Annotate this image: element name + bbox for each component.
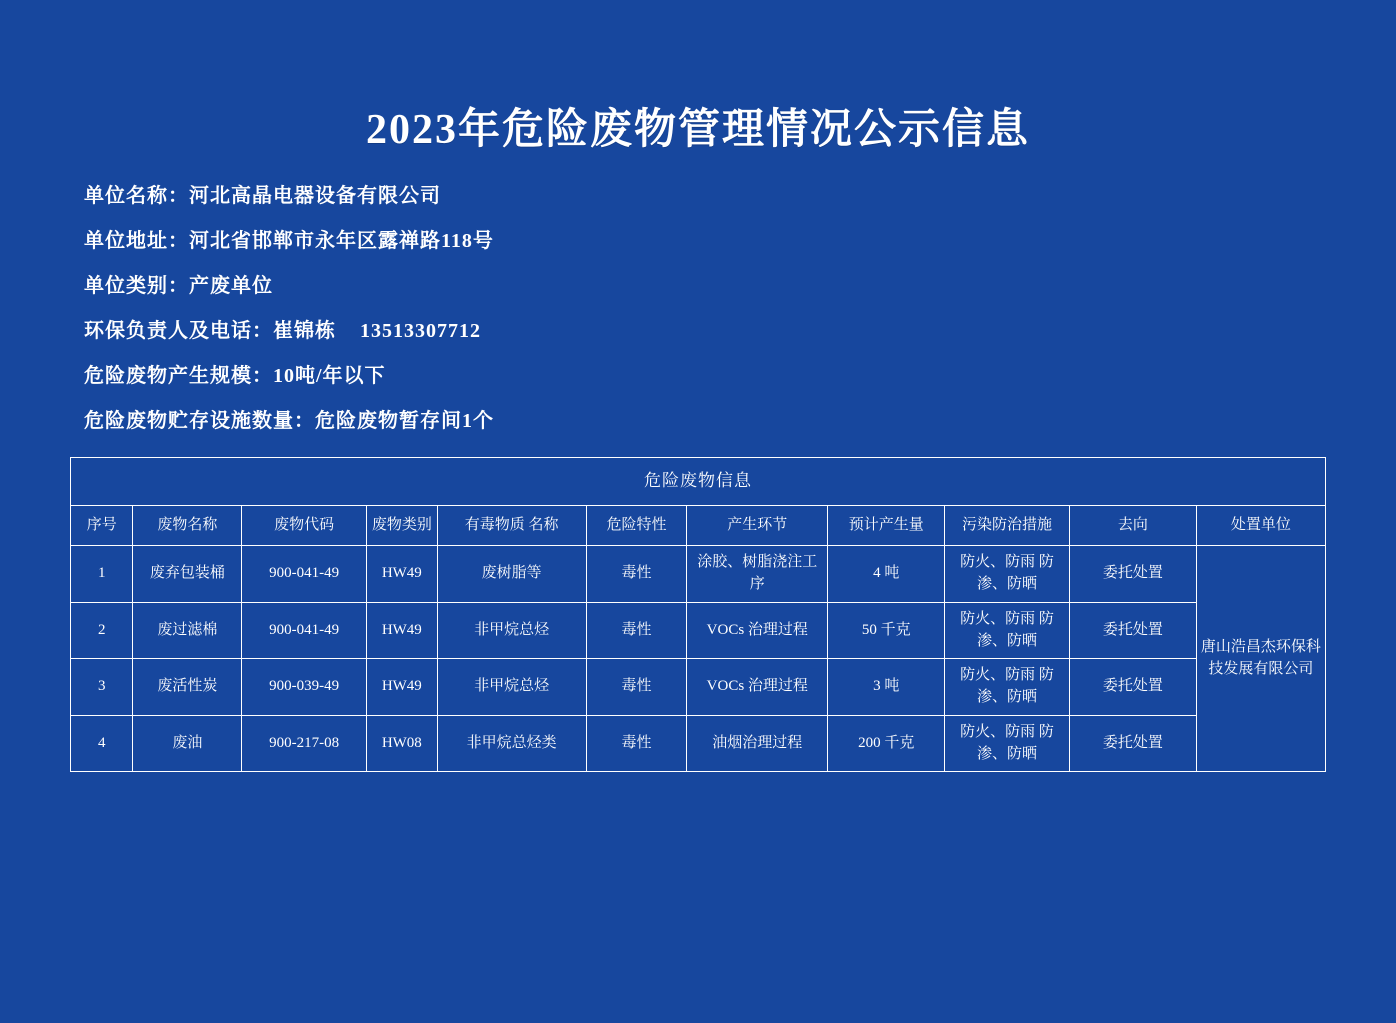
cell-hazard-property: 毒性 [586,602,687,659]
table-row [71,602,1326,659]
header-generation-stage: 产生环节 [687,505,828,546]
company-info-list [70,186,1326,431]
cell-generation-stage: 油烟治理过程 [687,715,828,772]
header-waste-category: 废物类别 [367,505,437,546]
table-row [71,715,1326,772]
cell-waste-name: 废油 [133,715,242,772]
header-waste-name: 废物名称 [133,505,242,546]
cell-waste-category: HW49 [367,659,437,716]
cell-generation-stage: 涂胶、树脂浇注工序 [687,546,828,603]
cell-waste-category: HW49 [367,546,437,603]
cell-destination: 委托处置 [1069,659,1196,716]
info-company-category: 单位类别：产废单位 [84,275,273,297]
info-environment-officer: 环保负责人及电话：崔锦栋 13513307712 [84,320,481,342]
cell-control-measures: 防火、防雨 防渗、防晒 [945,715,1070,772]
table-banner-row [71,458,1326,506]
header-destination: 去向 [1069,505,1196,546]
table-banner: 危险废物信息 [71,458,1326,506]
table-row [71,546,1326,603]
cell-waste-code: 900-041-49 [242,546,367,603]
cell-destination: 委托处置 [1069,546,1196,603]
cell-toxic-substance: 非甲烷总烃 [437,602,586,659]
cell-control-measures: 防火、防雨 防渗、防晒 [945,659,1070,716]
cell-toxic-substance: 非甲烷总烃类 [437,715,586,772]
cell-no: 3 [71,659,133,716]
cell-destination: 委托处置 [1069,715,1196,772]
cell-waste-category: HW49 [367,602,437,659]
info-company-name: 单位名称：河北高晶电器设备有限公司 [84,185,441,207]
cell-generation-stage: VOCs 治理过程 [687,659,828,716]
info-waste-scale: 危险废物产生规模：10吨/年以下 [84,365,386,387]
header-disposal-unit: 处置单位 [1196,505,1325,546]
cell-toxic-substance: 非甲烷总烃 [437,659,586,716]
cell-control-measures: 防火、防雨 防渗、防晒 [945,546,1070,603]
cell-generation-stage: VOCs 治理过程 [687,602,828,659]
cell-estimated-amount: 3 吨 [828,659,945,716]
info-storage-facility-count: 危险废物贮存设施数量：危险废物暂存间1个 [84,410,494,432]
cell-waste-name: 废过滤棉 [133,602,242,659]
cell-waste-code: 900-217-08 [242,715,367,772]
document-page [0,96,1396,1023]
cell-destination: 委托处置 [1069,602,1196,659]
header-waste-code: 废物代码 [242,505,367,546]
cell-waste-name: 废活性炭 [133,659,242,716]
cell-hazard-property: 毒性 [586,546,687,603]
cell-waste-code: 900-039-49 [242,659,367,716]
cell-no: 2 [71,602,133,659]
cell-no: 1 [71,546,133,603]
header-estimated-amount: 预计产生量 [828,505,945,546]
cell-estimated-amount: 200 千克 [828,715,945,772]
header-control-measures: 污染防治措施 [945,505,1070,546]
cell-estimated-amount: 50 千克 [828,602,945,659]
cell-toxic-substance: 废树脂等 [437,546,586,603]
page-title: 2023年危险废物管理情况公示信息 [365,107,1030,153]
cell-estimated-amount: 4 吨 [828,546,945,603]
cell-waste-name: 废弃包装桶 [133,546,242,603]
header-toxic-substance: 有毒物质 名称 [437,505,586,546]
cell-no: 4 [71,715,133,772]
cell-waste-code: 900-041-49 [242,602,367,659]
info-company-address: 单位地址：河北省邯郸市永年区露禅路118号 [84,230,494,252]
cell-hazard-property: 毒性 [586,715,687,772]
table-header-row [71,505,1326,546]
cell-disposal-unit: 唐山浩昌杰环保科技发展有限公司 [1196,546,1325,772]
header-hazard-property: 危险特性 [586,505,687,546]
cell-hazard-property: 毒性 [586,659,687,716]
cell-waste-category: HW08 [367,715,437,772]
table-row [71,659,1326,716]
hazardous-waste-table [70,457,1326,772]
header-no: 序号 [71,505,133,546]
cell-control-measures: 防火、防雨 防渗、防晒 [945,602,1070,659]
